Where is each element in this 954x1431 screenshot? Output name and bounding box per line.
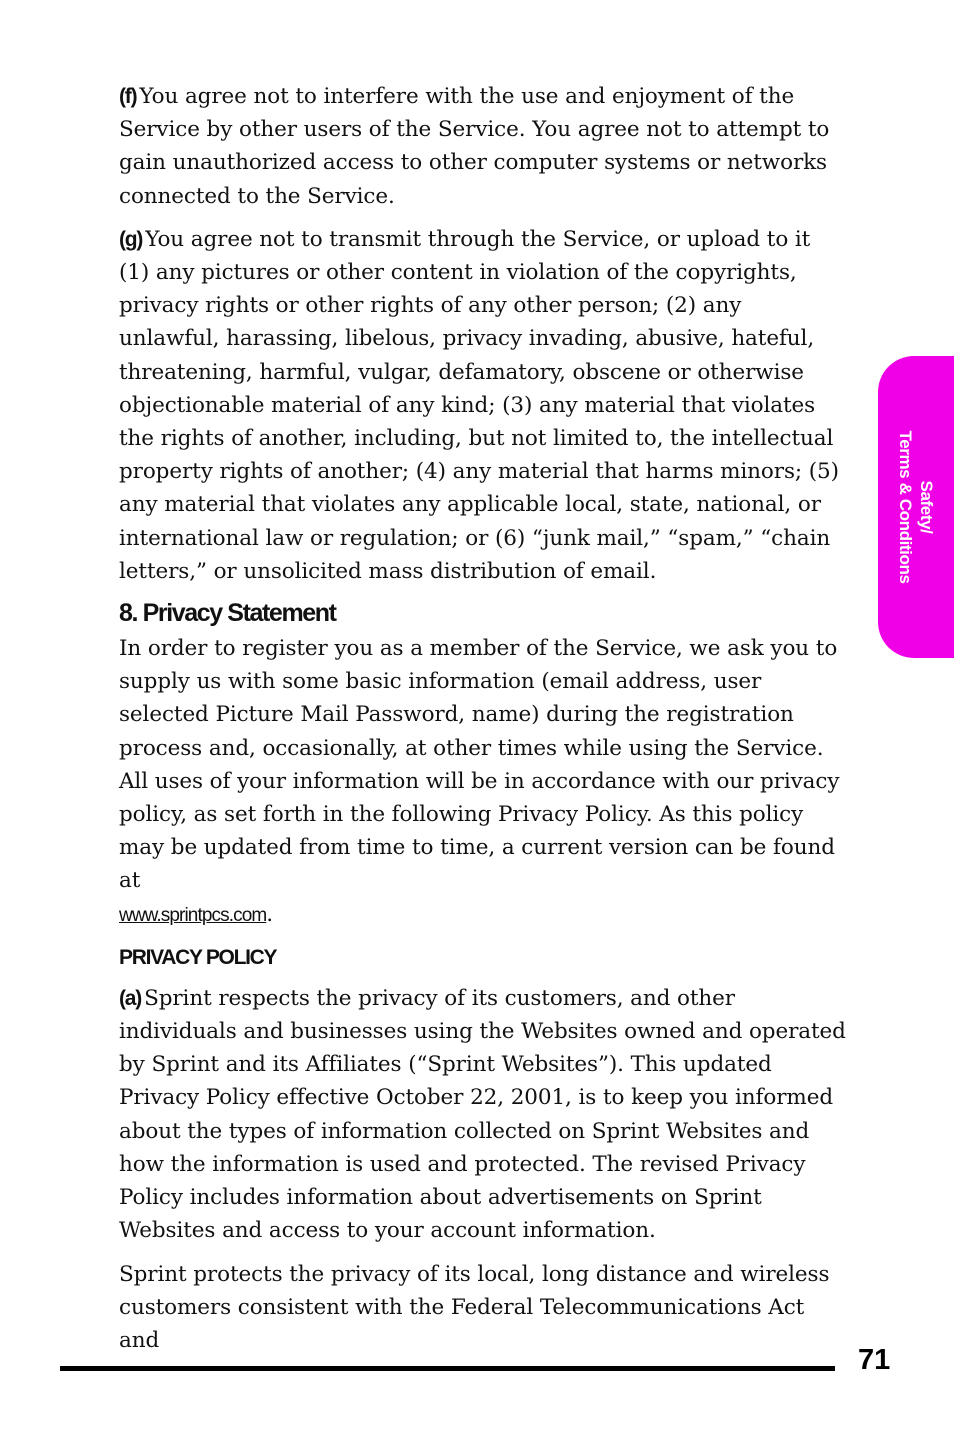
paragraph-g-text: You agree not to transmit through the Service, or upload to it (1) any pictures or other content in violation of the copyrights, privacy rights or other rights of any other person; (2) any unlawful, harassing, libelous, privacy invading, abusive, hateful, threatening, harmful, vulgar, defamatory, obscene or otherwise objectionable material of any kind; (3) any material that violates the rights of another, including, but not limited to, the intellectual property rights of another; (4) any material that harms minors; (5) any material that violates any applicable local, state, national, or international law or regulation; or (6) “junk mail,” “spam,” “chain letters,” or unsolicited mass distribution of email.	[119, 226, 839, 584]
paragraph-f	[119, 80, 847, 213]
paragraph-sprint-protects: Sprint protects the privacy of its local, long distance and wireless customers consistent with the Federal Telecommunications Act and	[119, 1261, 830, 1353]
side-tab-line-2: Terms & Conditions	[896, 430, 915, 584]
paragraph-privacy-statement	[119, 632, 847, 932]
section-side-tab[interactable]	[878, 356, 954, 658]
section-heading-privacy-statement: 8. Privacy Statement	[119, 599, 336, 628]
paragraph-a	[119, 982, 847, 1248]
page-number: 71	[858, 1344, 891, 1376]
paragraph-f-label: (f)	[119, 85, 137, 108]
paragraph-a-label: (a)	[119, 986, 142, 1010]
sprintpcs-link[interactable]: www.sprintpcs.com	[119, 904, 267, 926]
side-tab-label	[895, 430, 937, 583]
footer-rule	[60, 1366, 835, 1371]
subheading-privacy-policy: PRIVACY POLICY	[119, 945, 277, 969]
paragraph-g-label: (g)	[119, 227, 143, 251]
paragraph-f-text: You agree not to interfere with the use and enjoyment of the Service by other users of the Service. You agree not to attempt to gain unauthorized access to other computer systems or networks connected to the Service.	[119, 84, 830, 209]
page-content	[119, 80, 847, 1367]
paragraph-a-text: Sprint respects the privacy of its customers, and other individuals and businesses using the Websites owned and operated by Sprint and its Affiliates (“Sprint Websites”). This updated Privacy Policy effective October 22, 2001, is to keep you informed about the types of information collected on Sprint Websites and how the information is used and protected. The revised Privacy Policy includes information about advertisements on Sprint Websites and access to your account information.	[119, 985, 846, 1244]
paragraph-g	[119, 223, 847, 588]
privacy-statement-end: .	[266, 901, 274, 927]
side-tab-line-1: Safety/	[917, 480, 936, 534]
privacy-statement-text: In order to register you as a member of the Service, we ask you to supply us with some basic information (email address, user selected Picture Mail Password, name) during the registration process and, occasionally, at other times while using the Service. All uses of your information will be in accordance with our privacy policy, as set forth in the following Privacy Policy. As this policy may be updated from time to time, a current version can be found at	[119, 636, 840, 894]
